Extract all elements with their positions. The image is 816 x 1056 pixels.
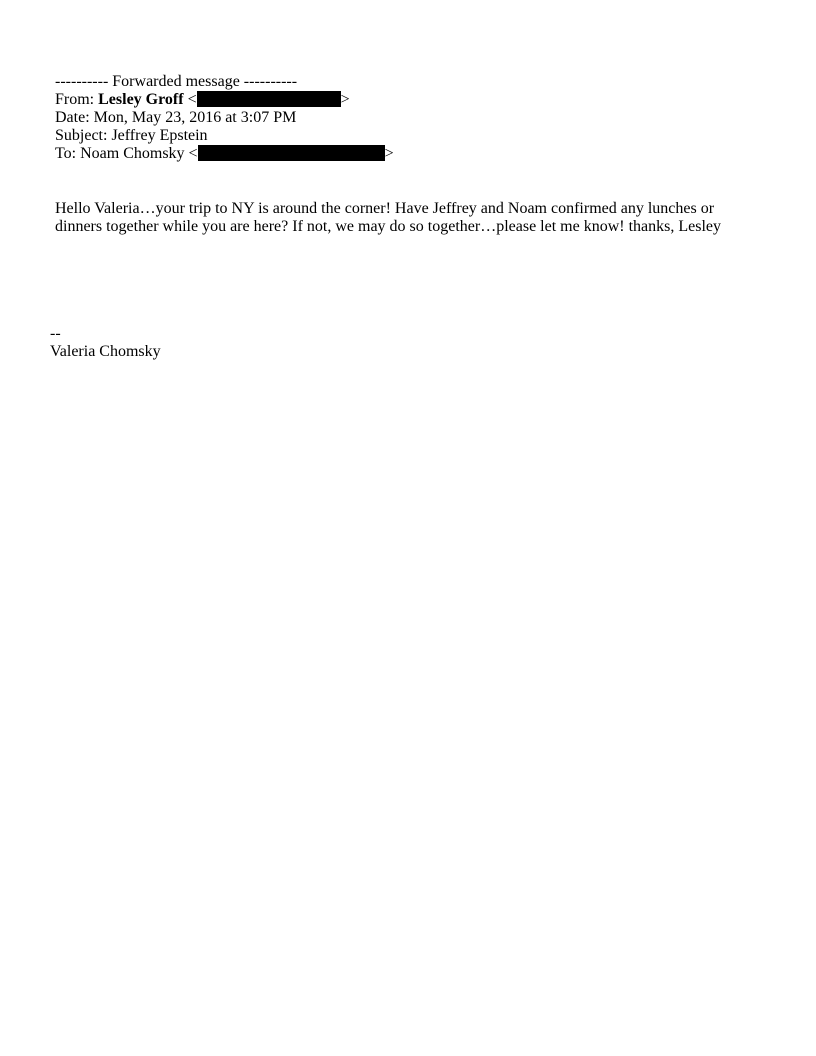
redacted-to-email <box>198 145 385 161</box>
to-open-bracket: < <box>188 145 198 162</box>
to-close-bracket: > <box>384 145 394 162</box>
signature-separator: -- <box>50 325 61 342</box>
date-line: Date: Mon, May 23, 2016 at 3:07 PM <box>55 109 297 126</box>
to-line <box>55 145 394 163</box>
to-label: To: Noam Chomsky <box>55 145 185 162</box>
from-close-bracket: > <box>340 91 350 108</box>
message-line-1: Hello Valeria…your trip to NY is around the corner! Have Jeffrey and Noam confirmed any lunches or <box>55 200 715 217</box>
from-label: From: <box>55 91 95 108</box>
message-line-2: dinners together while you are here? If not, we may do so together…please let me know! thanks, Lesley <box>55 218 722 235</box>
subject-line: Subject: Jeffrey Epstein <box>55 127 208 144</box>
redacted-from-email <box>197 91 341 107</box>
from-name: Lesley Groff <box>98 91 184 108</box>
forward-marker: ---------- Forwarded message ---------- <box>55 73 298 90</box>
signature-name: Valeria Chomsky <box>50 343 161 360</box>
message-body <box>55 200 755 236</box>
from-line <box>55 91 350 109</box>
from-open-bracket: < <box>187 91 197 108</box>
